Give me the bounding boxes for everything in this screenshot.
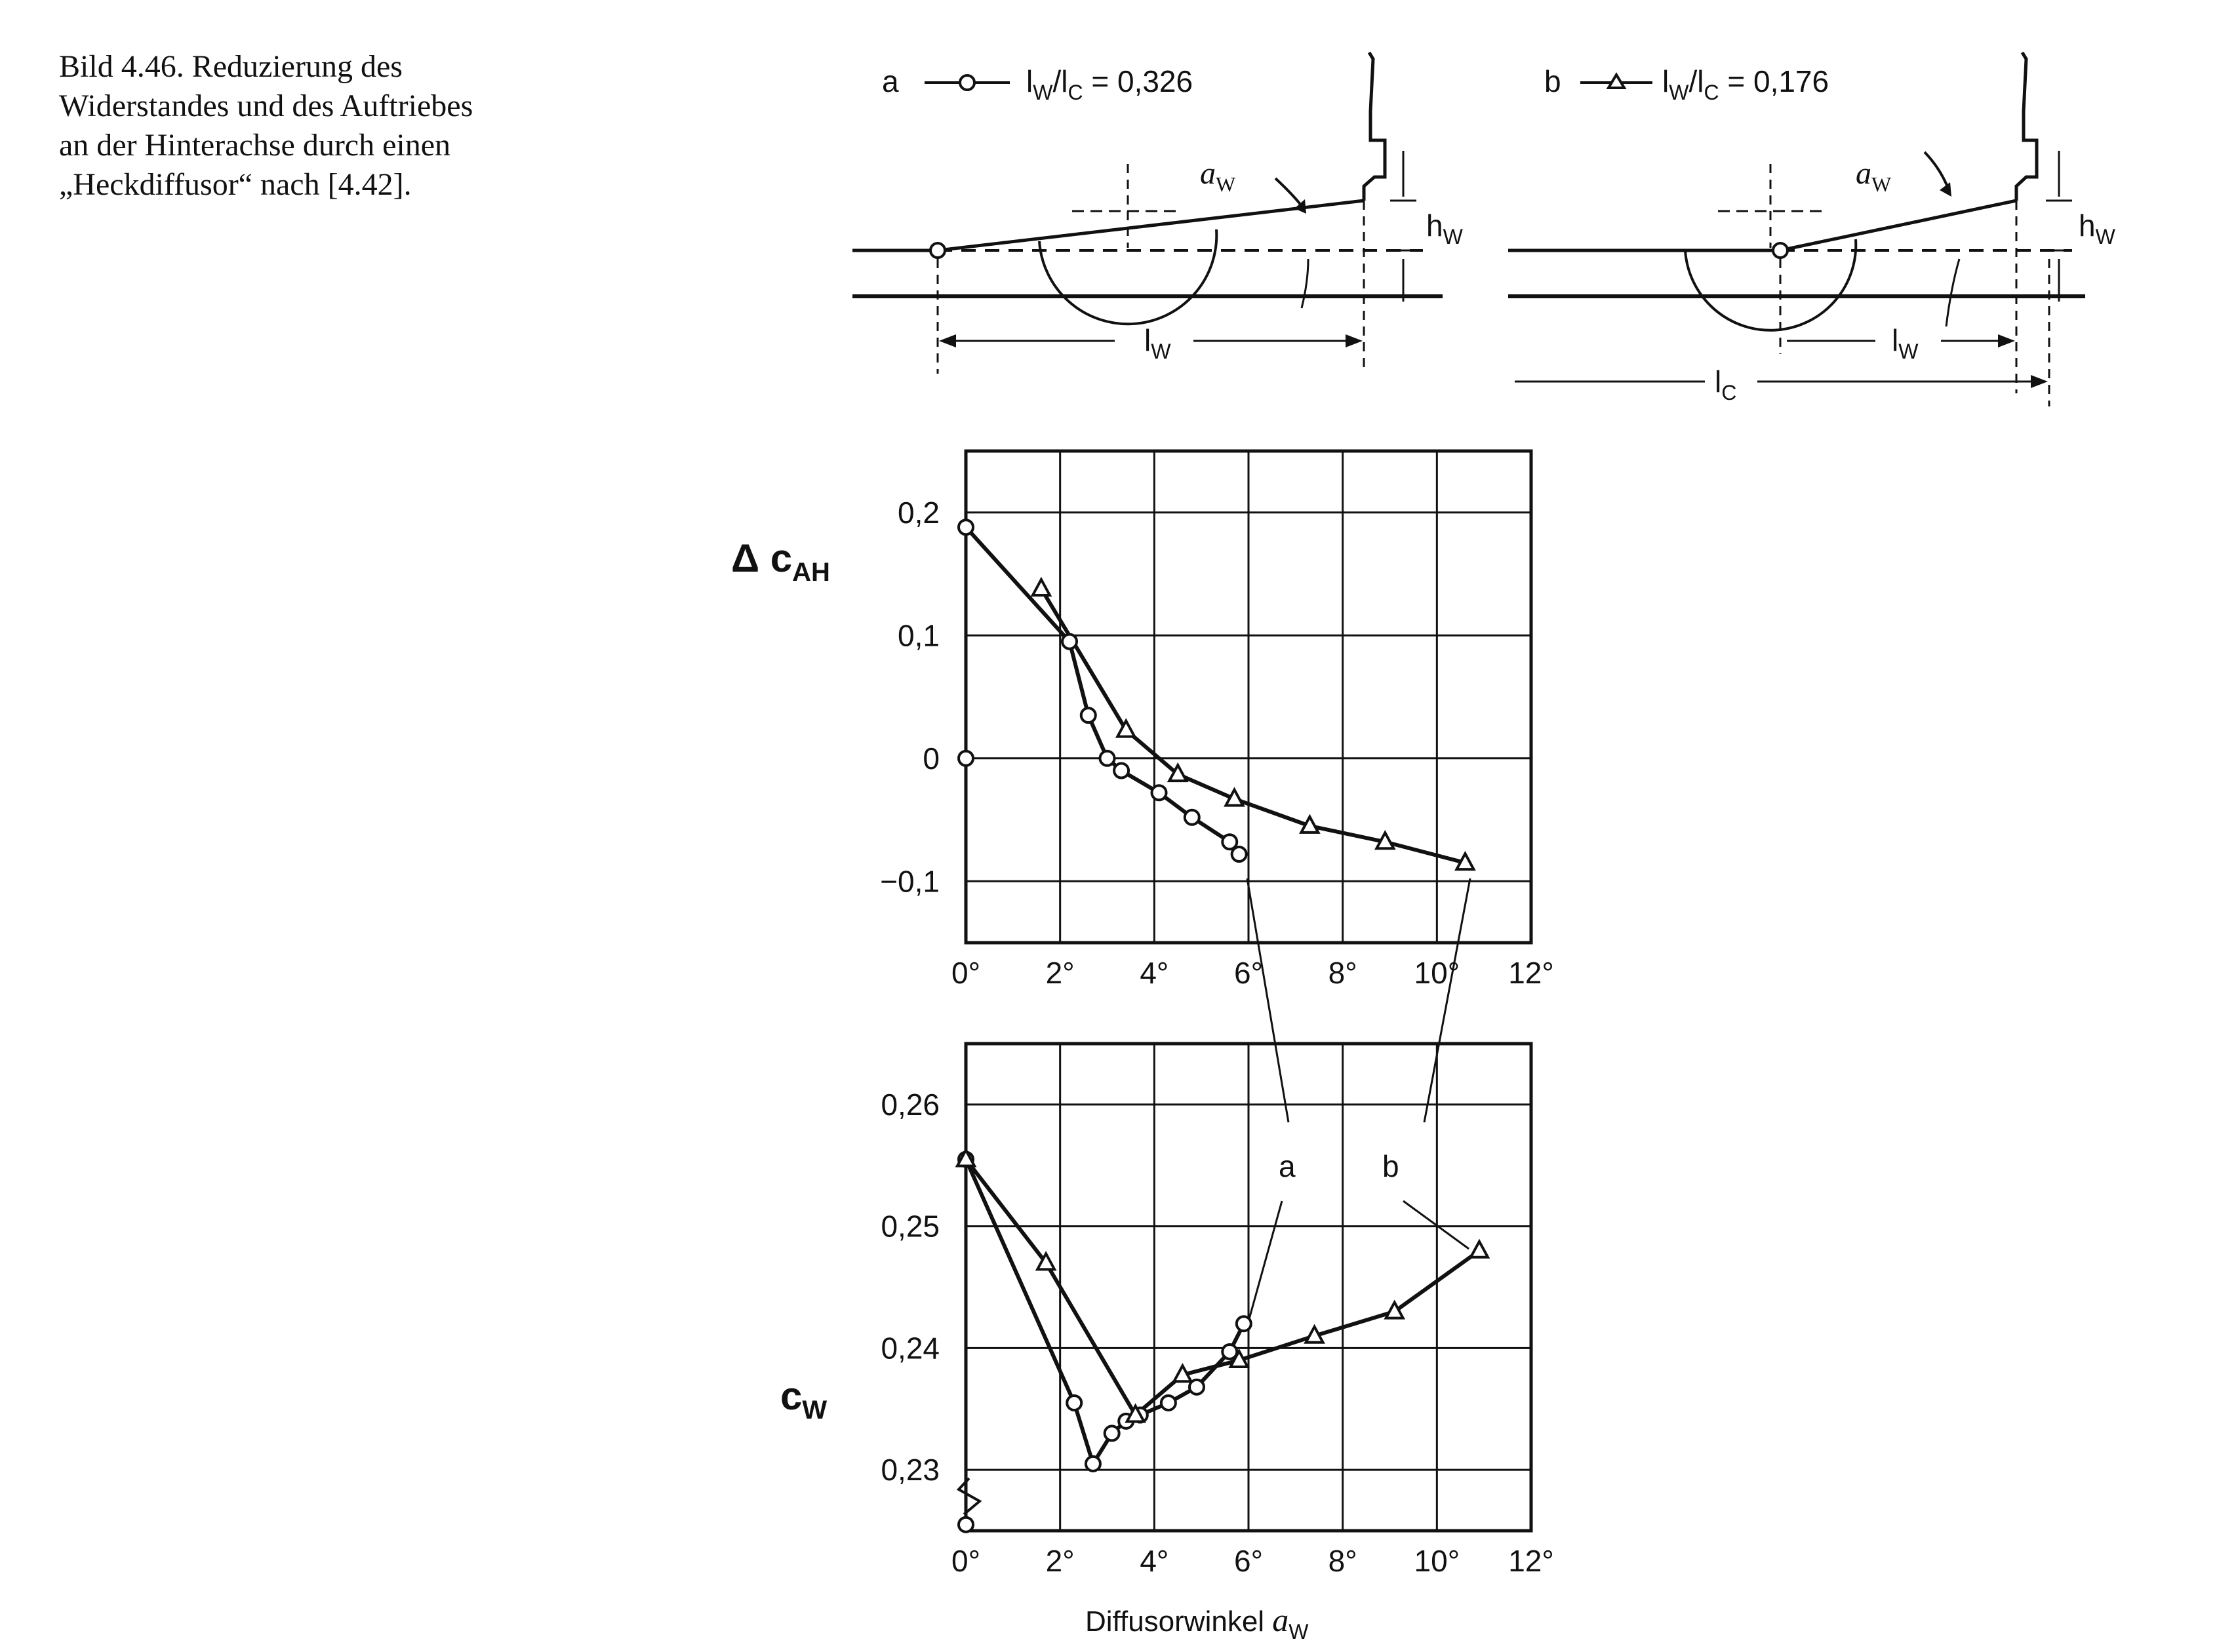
sketch-b-angle-label: $a_W$ [1856,156,1892,196]
chart-1-x-tick-label: 12° [1508,956,1554,990]
chart-delta-cah-ticks [880,496,1554,990]
chart-2-x-tick-label: 0° [951,1544,980,1578]
series-a-point [1062,635,1077,649]
sketch-b-total-length-label: $l_C$ [1715,364,1737,404]
extra-point [959,751,973,766]
legend-a-ratio-value: 0,326 [1117,64,1193,98]
series-a-point [1152,785,1167,800]
chart-cw [780,1044,1554,1643]
series-a-point [1081,708,1096,722]
chart-1-x-tick-label: 10° [1414,956,1460,990]
sketch-b-length-label: $l_W$ [1892,323,1919,363]
series-a-point [959,520,973,534]
legend-b-ratio-value: 0,176 [1753,64,1829,98]
legend-b-key: b [1544,64,1561,98]
chart-1-x-tick-label: 0° [951,956,980,990]
chart-delta-cah [731,451,1554,990]
chart-cw-ticks [881,1088,1553,1578]
chart-delta-cah-grid [966,451,1531,943]
series-a-point [1185,810,1199,825]
chart-cw-marks [957,1150,1488,1531]
caption-line-1: Bild 4.46. Reduzierung des [59,49,403,84]
chart-2-x-tick-label: 12° [1508,1544,1554,1578]
chart-delta-cah-ylabel: Δ $c_{AH}$ [731,536,830,587]
sketch-a-height-label: $h_W$ [1426,208,1463,248]
chart-1-y-tick-label: 0,1 [898,618,940,653]
series-b-line [1041,589,1466,863]
series-b-line [966,1159,1479,1415]
caption-line-3: an der Hinterachse durch einen [59,128,451,163]
sketch-a-length-label: $l_W$ [1144,323,1171,363]
series-a-point [1161,1396,1176,1410]
axis-break-mark [959,1478,980,1514]
series-b-point [1471,1242,1488,1257]
series-b-point [1033,580,1050,595]
chart-delta-cah-marks [959,520,1473,869]
sketch-b [1508,52,2116,406]
chart-2-x-tick-label: 4° [1140,1544,1169,1578]
sketch-b-height-label: $h_W$ [2079,208,2115,248]
series-a-point [1114,764,1128,778]
chart-cw-xlabel: Diffusorwinkel $a_W$ [1085,1602,1309,1643]
chart-cw-lines [966,1159,1479,1463]
sketch-b-pivot-marker [1773,243,1788,258]
chart-2-x-tick-label: 10° [1414,1544,1460,1578]
chart-2-x-tick-label: 2° [1045,1544,1075,1578]
series-a-point [1067,1396,1081,1410]
legend-a-ratio: $l_W/l_C = 0,326$ [1026,64,1193,104]
caption-line-2: Widerstandes und des Auftriebes [59,88,473,123]
chart-1-y-tick-label: 0,2 [898,495,940,530]
chart-2-x-tick-label: 8° [1328,1544,1357,1578]
series-b-point [1386,1303,1403,1318]
chart-2-x-tick-label: 6° [1234,1544,1263,1578]
sketch-a-pivot-marker [930,243,945,258]
legend-b-ratio: $l_W/l_C = 0,176$ [1662,64,1829,104]
series-a-line [966,1159,1244,1463]
sketch-a [852,52,1464,374]
chart-2-y-tick-label: 0,26 [881,1087,940,1122]
chart-1-x-tick-label: 2° [1045,956,1075,990]
series-a-point [1232,847,1247,861]
chart-2-y-tick-label: 0,25 [881,1209,940,1244]
caption-line-4: „Heckdiffusor“ nach [4.42]. [59,167,412,202]
series-a-point [1100,751,1115,766]
leader-label-a: a [1279,1149,1296,1183]
legend-a-circle-marker [960,75,974,90]
chart-1-x-tick-label: 6° [1234,956,1263,990]
chart-1-x-tick-label: 4° [1140,956,1169,990]
chart-1-y-tick-label: −0,1 [880,864,940,899]
series-a-point [1086,1457,1100,1471]
chart-delta-cah-lines [966,527,1465,863]
extra-point [959,1518,973,1532]
legend-a-key: a [882,64,899,98]
chart-1-y-tick-label: 0 [923,741,940,776]
sketch-a-angle-label: $a_W$ [1200,156,1236,196]
series-a-point [1105,1426,1119,1440]
leader-label-b: b [1382,1149,1399,1183]
chart-1-x-tick-label: 8° [1328,956,1357,990]
chart-2-y-tick-label: 0,24 [881,1331,940,1366]
chart-cw-grid [966,1044,1531,1531]
chart-cw-ylabel: $c_W$ [780,1374,828,1425]
chart-2-y-tick-label: 0,23 [881,1453,940,1487]
